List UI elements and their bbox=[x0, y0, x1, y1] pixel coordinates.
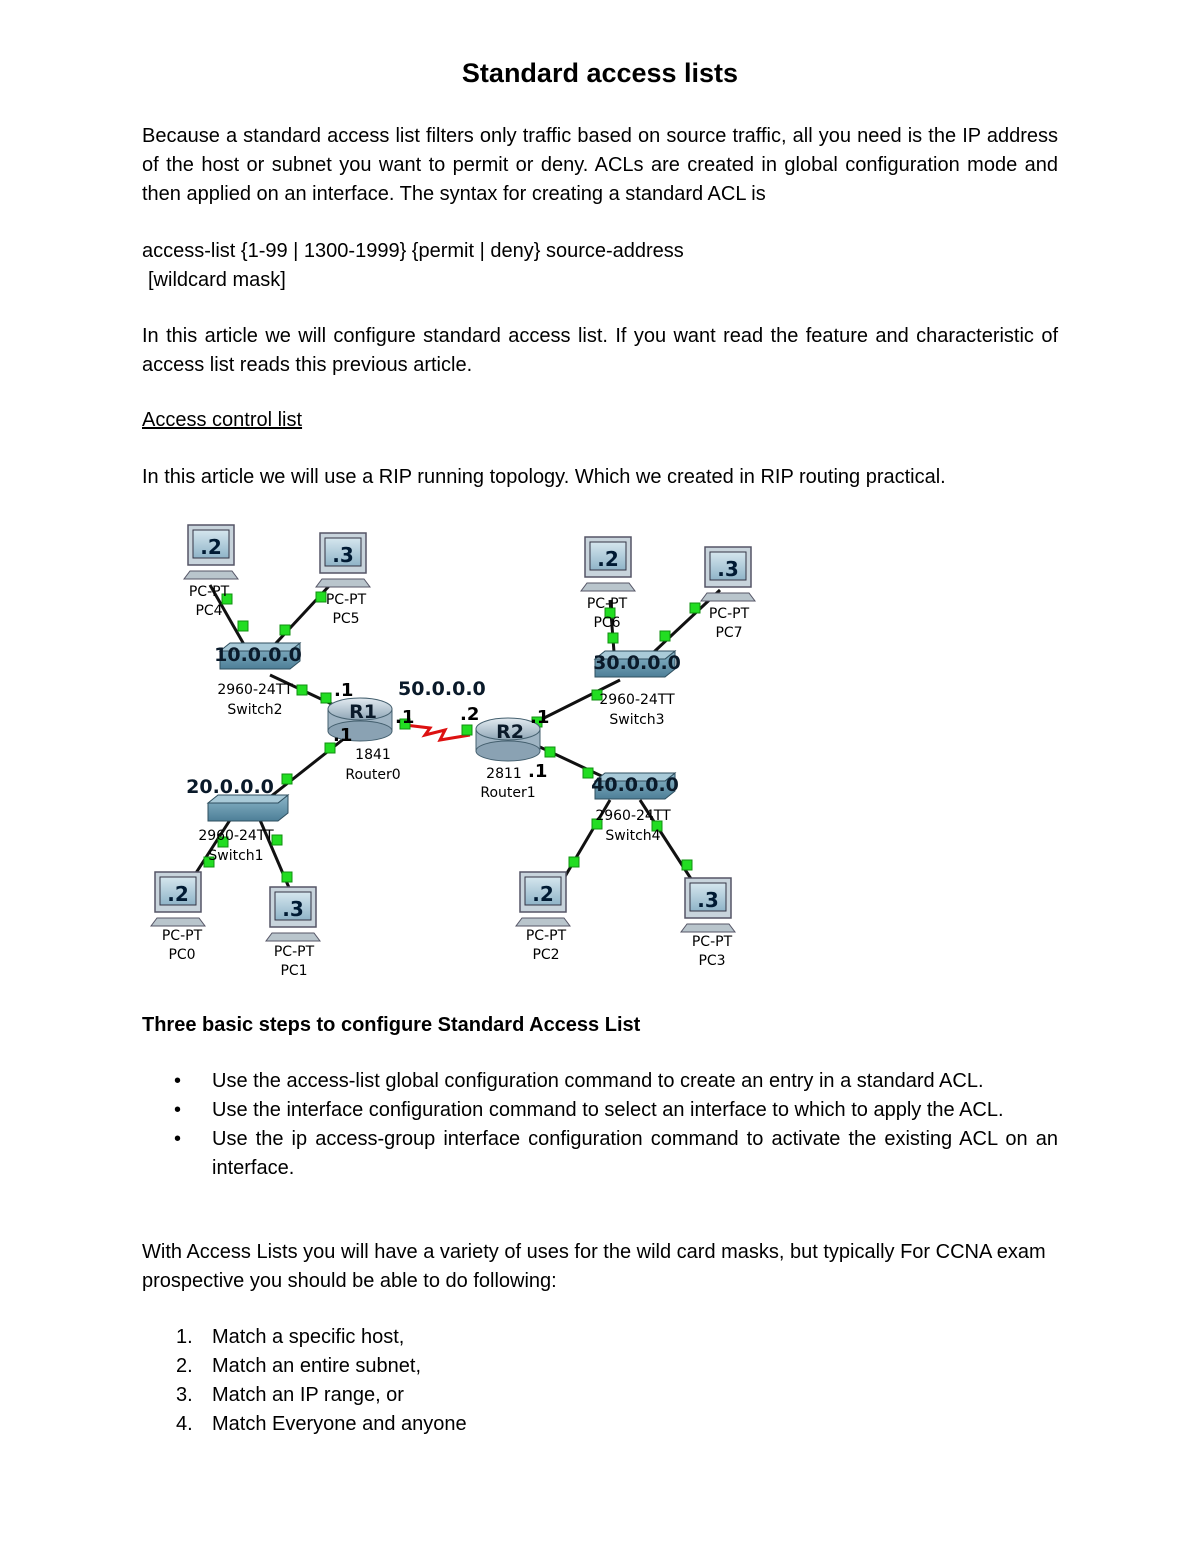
steps-list bbox=[142, 1067, 1058, 1183]
step-text: Use the ip access-group interface configuration command to activate the existing ACL on an interface. bbox=[212, 1128, 1058, 1179]
switch3-model-label: 2960-24TT bbox=[599, 692, 675, 708]
r1-model-label: 1841 bbox=[355, 747, 391, 763]
use-text: Match an IP range, or bbox=[212, 1384, 404, 1406]
switch2-name-label: Switch2 bbox=[227, 702, 283, 718]
step-text: Use the interface configuration command to select an interface to which to apply the ACL. bbox=[212, 1099, 1004, 1121]
syntax-block bbox=[142, 237, 1058, 295]
use-item bbox=[142, 1410, 1058, 1439]
step-text: Use the access-list global configuration command to create an entry in a standard ACL. bbox=[212, 1070, 984, 1092]
router-r2[interactable] bbox=[476, 718, 540, 801]
r1-serial-ip-label: .1 bbox=[395, 707, 415, 728]
use-number: 1. bbox=[176, 1326, 193, 1348]
pc7-type-label: PC-PT bbox=[708, 606, 750, 622]
pc3-name-label: PC3 bbox=[698, 953, 726, 969]
r2-serial-ip-label: .2 bbox=[460, 704, 480, 725]
uses-list bbox=[142, 1323, 1058, 1439]
pc0-host-label: .2 bbox=[167, 882, 189, 906]
pc7-name-label: PC7 bbox=[715, 625, 743, 641]
bullet-icon: • bbox=[174, 1099, 182, 1121]
switch-switch2[interactable] bbox=[214, 643, 302, 718]
switch1-name-label: Switch1 bbox=[208, 848, 264, 864]
pc3-host-label: .3 bbox=[697, 888, 719, 912]
use-number: 3. bbox=[176, 1384, 193, 1406]
r1-lan-bottom-ip-label: .1 bbox=[333, 725, 353, 746]
serial-link-r1-r2 bbox=[405, 725, 470, 740]
switch3-network-label: 30.0.0.0 bbox=[593, 652, 681, 674]
r2-model-label: 2811 bbox=[486, 766, 522, 782]
topology-intro-paragraph: In this article we will use a RIP running topology. Which we created in RIP routing practical. bbox=[142, 466, 946, 488]
pc-pc3[interactable] bbox=[681, 878, 735, 969]
pc0-name-label: PC0 bbox=[168, 947, 196, 963]
r2-lan-bottom-ip-label: .1 bbox=[528, 761, 548, 782]
pc5-type-label: PC-PT bbox=[325, 592, 367, 608]
pc-pc5[interactable] bbox=[316, 533, 370, 627]
r2-label: R2 bbox=[496, 721, 524, 743]
pc4-name-label: PC4 bbox=[195, 603, 223, 619]
page-title: Standard access lists bbox=[461, 58, 739, 88]
pc3-type-label: PC-PT bbox=[691, 934, 733, 950]
step-item bbox=[142, 1125, 1058, 1183]
pc4-host-label: .2 bbox=[200, 535, 222, 559]
r2-name-label: Router1 bbox=[480, 785, 536, 801]
switch3-name-label: Switch3 bbox=[609, 712, 665, 728]
pc-pc1[interactable] bbox=[266, 887, 320, 979]
switch1-network-label: 20.0.0.0 bbox=[186, 776, 274, 798]
pc6-name-label: PC6 bbox=[593, 615, 621, 631]
step-item bbox=[142, 1096, 1058, 1125]
pc2-host-label: .2 bbox=[532, 882, 554, 906]
section-heading-text[interactable]: Access control list bbox=[142, 409, 303, 431]
pc2-name-label: PC2 bbox=[532, 947, 560, 963]
pc-pc6[interactable] bbox=[581, 537, 635, 631]
switch-switch4[interactable] bbox=[591, 773, 679, 844]
section-heading-link[interactable] bbox=[142, 406, 1058, 435]
use-text: Match an entire subnet, bbox=[212, 1355, 422, 1377]
r1-name-label: Router0 bbox=[345, 767, 401, 783]
switch2-network-label: 10.0.0.0 bbox=[214, 644, 302, 666]
network-topology-diagram bbox=[140, 515, 780, 985]
switch4-name-label: Switch4 bbox=[605, 828, 661, 844]
switch2-model-label: 2960-24TT bbox=[217, 682, 293, 698]
switch4-network-label: 40.0.0.0 bbox=[591, 774, 679, 796]
use-number: 2. bbox=[176, 1355, 193, 1377]
article-intro-paragraph: In this article we will configure standard access list. If you want read the feature and characteristic of access list reads this previous article. bbox=[142, 325, 1058, 376]
use-item bbox=[142, 1323, 1058, 1352]
pc-pc0[interactable] bbox=[151, 872, 205, 963]
use-item bbox=[142, 1352, 1058, 1381]
bullet-icon: • bbox=[174, 1128, 182, 1150]
steps-heading: Three basic steps to configure Standard Access List bbox=[142, 1014, 641, 1036]
pc-pc2[interactable] bbox=[516, 872, 570, 963]
pc1-name-label: PC1 bbox=[280, 963, 308, 979]
bullet-icon: • bbox=[174, 1070, 182, 1092]
serial-network-label: 50.0.0.0 bbox=[398, 678, 486, 700]
pc-pc4[interactable] bbox=[184, 525, 238, 619]
pc0-type-label: PC-PT bbox=[161, 928, 203, 944]
r1-label: R1 bbox=[349, 701, 377, 723]
syntax-line-2: [wildcard mask] bbox=[148, 269, 286, 291]
pc1-type-label: PC-PT bbox=[273, 944, 315, 960]
intro-paragraph: Because a standard access list filters only traffic based on source traffic, all you need is the IP address of the host or subnet you want to permit or deny. ACLs are created in global configuration mode and then applied on an interface. The syntax for creating a standard ACL is bbox=[142, 125, 1058, 205]
pc4-type-label: PC-PT bbox=[188, 584, 230, 600]
switch-switch3[interactable] bbox=[593, 651, 681, 728]
pc7-host-label: .3 bbox=[717, 557, 739, 581]
switch1-model-label: 2960-24TT bbox=[198, 828, 274, 844]
pc5-host-label: .3 bbox=[332, 543, 354, 567]
use-text: Match Everyone and anyone bbox=[212, 1413, 467, 1435]
use-number: 4. bbox=[176, 1413, 193, 1435]
use-item bbox=[142, 1381, 1058, 1410]
use-text: Match a specific host, bbox=[212, 1326, 405, 1348]
syntax-line-1: access-list {1-99 | 1300-1999} {permit | deny} source-address bbox=[142, 240, 684, 262]
uses-intro-paragraph: With Access Lists you will have a variety of uses for the wild card masks, but typically For CCNA exam prospective you should be able to do following: bbox=[142, 1241, 1046, 1292]
pc6-host-label: .2 bbox=[597, 547, 619, 571]
r2-lan-top-ip-label: .1 bbox=[530, 707, 550, 728]
r1-lan-top-ip-label: .1 bbox=[334, 680, 354, 701]
pc6-type-label: PC-PT bbox=[586, 596, 628, 612]
pc1-host-label: .3 bbox=[282, 897, 304, 921]
pc-pc7[interactable] bbox=[701, 547, 755, 641]
pc5-name-label: PC5 bbox=[332, 611, 360, 627]
switch4-model-label: 2960-24TT bbox=[595, 808, 671, 824]
step-item bbox=[142, 1067, 1058, 1096]
pc2-type-label: PC-PT bbox=[525, 928, 567, 944]
